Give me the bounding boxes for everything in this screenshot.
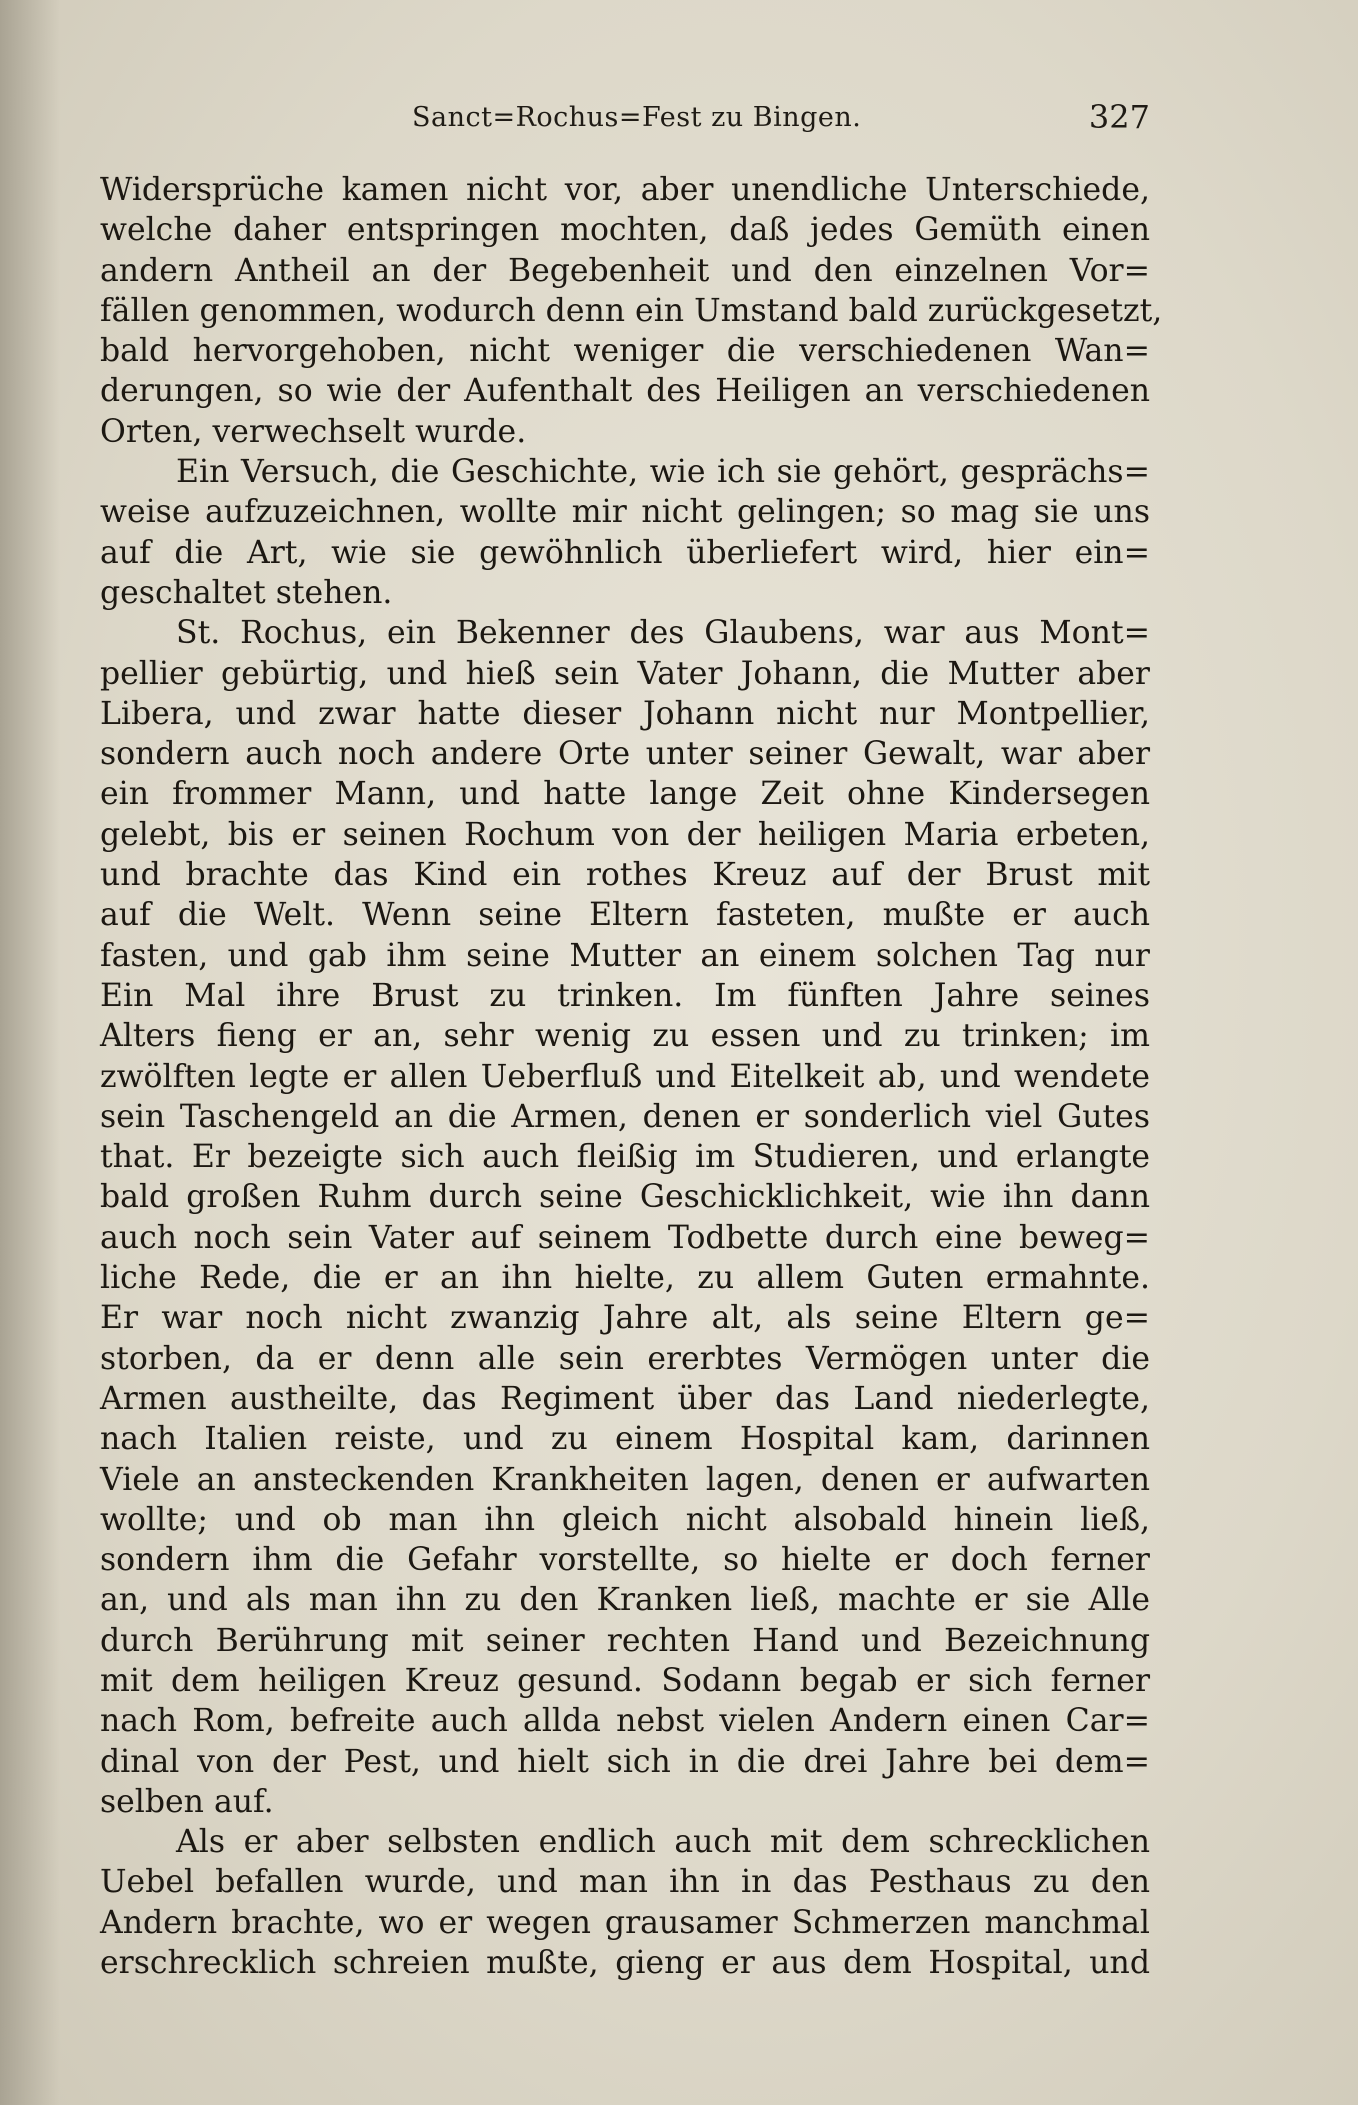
page-number: 327 [1088, 98, 1150, 136]
text-line: durch Berührung mit seiner rechten Hand und Bezeichnung [100, 1622, 1150, 1659]
text-line: auf die Art, wie sie gewöhnlich überliefert wird, hier ein= [100, 534, 1150, 571]
paragraph-1 [100, 170, 1163, 452]
text-line: fasten, und gab ihm seine Mutter an einem solchen Tag nur [100, 937, 1150, 974]
text-line: bald hervorgehoben, nicht weniger die verschiedenen Wan= [100, 333, 1150, 370]
body-text [100, 170, 1163, 1983]
text-line: gelebt, bis er seinen Rochum von der heiligen Maria erbeten, [100, 816, 1150, 853]
binding-shadow [0, 0, 60, 2105]
text-line: Orten, verwechselt wurde. [100, 413, 527, 450]
paragraph-3 [100, 613, 1150, 1822]
text-line: fällen genommen, wodurch denn ein Umstand bald zurückgesetzt, [100, 292, 1163, 329]
page-header [100, 98, 1150, 142]
text-line: bald großen Ruhm durch seine Geschicklichkeit, wie ihn dann [100, 1179, 1150, 1216]
text-line: Er war noch nicht zwanzig Jahre alt, als seine Eltern ge= [100, 1300, 1150, 1337]
text-line: Alters fieng er an, sehr wenig zu essen und zu trinken; im [100, 1018, 1150, 1055]
text-line: sondern auch noch andere Orte unter seiner Gewalt, war aber [100, 736, 1150, 773]
text-line: und brachte das Kind ein rothes Kreuz auf der Brust mit [100, 857, 1150, 894]
text-line: pellier gebürtig, und hieß sein Vater Johann, die Mutter aber [100, 655, 1150, 692]
text-line: that. Er bezeigte sich auch fleißig im Studieren, und erlangte [100, 1139, 1150, 1176]
paragraph-2 [100, 452, 1150, 613]
text-line: Widersprüche kamen nicht vor, aber unendliche Unterschiede, [100, 172, 1150, 208]
text-line: weise aufzuzeichnen, wollte mir nicht gelingen; so mag sie uns [100, 494, 1150, 531]
text-line: Ein Mal ihre Brust zu trinken. Im fünften Jahre seines [100, 977, 1150, 1014]
text-line: erschrecklich schreien mußte, gieng er aus dem Hospital, und [100, 1945, 1150, 1982]
text-line: geschaltet stehen. [100, 574, 393, 611]
text-line: Uebel befallen wurde, und man ihn in das Pesthaus zu den [100, 1864, 1150, 1901]
text-line: mit dem heiligen Kreuz gesund. Sodann begab er sich ferner [100, 1662, 1150, 1699]
paragraph-4 [100, 1822, 1150, 1983]
text-line: nach Italien reiste, und zu einem Hospital kam, darinnen [100, 1421, 1150, 1458]
text-line: Ein Versuch, die Geschichte, wie ich sie gehört, gesprächs= [176, 454, 1150, 491]
running-title: Sanct=Rochus=Fest zu Bingen. [412, 102, 862, 133]
text-line: Als er aber selbsten endlich auch mit dem schrecklichen [176, 1824, 1150, 1861]
text-line: zwölften legte er allen Ueberfluß und Eitelkeit ab, und wendete [100, 1058, 1150, 1095]
text-line: sondern ihm die Gefahr vorstellte, so hielte er doch ferner [100, 1542, 1150, 1579]
text-line: nach Rom, befreite auch allda nebst vielen Andern einen Car= [100, 1703, 1150, 1740]
text-line: selben auf. [100, 1783, 274, 1820]
text-line: welche daher entspringen mochten, daß jedes Gemüth einen [100, 212, 1150, 249]
text-line: Andern brachte, wo er wegen grausamer Schmerzen manchmal [100, 1904, 1150, 1941]
text-line: Armen austheilte, das Regiment über das Land niederlegte, [100, 1380, 1150, 1417]
text-line: auch noch sein Vater auf seinem Todbette durch eine beweg= [100, 1219, 1150, 1256]
text-line: St. Rochus, ein Bekenner des Glaubens, war aus Mont= [176, 615, 1150, 652]
text-line: an, und als man ihn zu den Kranken ließ, machte er sie Alle [100, 1582, 1150, 1619]
text-line: derungen, so wie der Aufenthalt des Heiligen an verschiedenen [100, 373, 1150, 410]
text-line: dinal von der Pest, und hielt sich in die drei Jahre bei dem= [100, 1743, 1150, 1780]
text-line: auf die Welt. Wenn seine Eltern fasteten, mußte er auch [100, 897, 1150, 934]
text-line: liche Rede, die er an ihn hielte, zu allem Guten ermahnte. [100, 1260, 1150, 1297]
text-line: Viele an ansteckenden Krankheiten lagen, denen er aufwarten [100, 1461, 1150, 1498]
text-line: sein Taschengeld an die Armen, denen er sonderlich viel Gutes [100, 1098, 1150, 1135]
text-line: wollte; und ob man ihn gleich nicht alsobald hinein ließ, [100, 1501, 1150, 1538]
text-line: Libera, und zwar hatte dieser Johann nicht nur Montpellier, [100, 695, 1150, 732]
text-line: storben, da er denn alle sein ererbtes Vermögen unter die [100, 1340, 1150, 1377]
text-line: andern Antheil an der Begebenheit und den einzelnen Vor= [100, 252, 1150, 289]
text-line: ein frommer Mann, und hatte lange Zeit ohne Kindersegen [100, 776, 1150, 813]
